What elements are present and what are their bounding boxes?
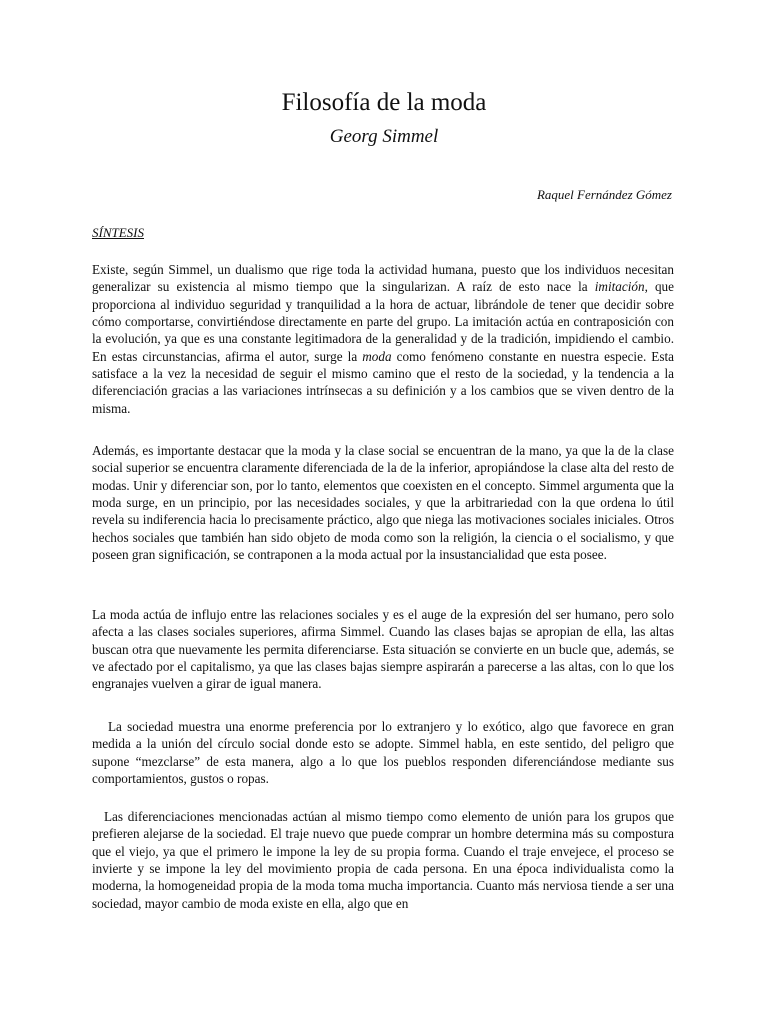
paragraph: La sociedad muestra una enorme preferencia por lo extranjero y lo exótico, algo que favorece en gran medida a la unión del círculo social donde esto se adopte. Simmel habla, en este sentido, del peligro que supone “mezclarse” de esta manera, algo a lo que los pueblos responden diferenciándose mediante sus comportamientos, gustos o ropas. [92, 719, 674, 787]
document-subtitle: Georg Simmel [329, 126, 439, 147]
paragraph-text: como fenómeno constante en nuestra especie. Esta satisface a la vez la necesidad de seguir el mismo camino que el resto de la sociedad, y la tendencia a la diferenciación gracias a las variaciones intrínsecas a su definición y a los cambios que se viven dentro de la misma. [92, 348, 674, 416]
paragraph: La moda actúa de influjo entre las relaciones sociales y es el auge de la expresión del ser humano, pero solo afecta a las clases sociales superiores, afirma Simmel. Cuando las clases bajas se apropian de ella, las altas buscan otra que nuevamente les permita diferenciarse. Esta situación se convierte en un bucle que, además, se ve afectado por el capitalismo, ya que las clases bajas siempre aspirarán a parecerse a las altas, con lo que los engranajes vuelven a girar de igual manera. [92, 607, 674, 692]
paragraph-text: , que proporciona al individuo seguridad y tranquilidad a la hora de actuar, librándole de tener que decidir sobre cómo comportarse, convirtiéndose directamente en parte del grupo. La imitación actúa en contraposición con la evolución, ya que es una constante legitimadora de la generalidad y de la tradición, impidiendo el cambio. En estas circunstancias, afirma el autor, surge la [92, 279, 674, 364]
paragraph: Las diferenciaciones mencionadas actúan al mismo tiempo como elemento de unión para los grupos que prefieren alejarse de la sociedad. El traje nuevo que puede comprar un hombre determina más su compostura que el viejo, ya que el primero le impone la ley de su propia forma. Cuando el traje envejece, el proceso se invierte y se impone la ley del movimiento propia de cada persona. En una época individualista como la moderna, la homogeneidad propia de la moda toma mucha importancia. Cuanto más nerviosa tiende a ser una sociedad, mayor cambio de moda existe en ella, algo que en [92, 809, 674, 911]
paragraph: Además, es importante destacar que la moda y la clase social se encuentran de la mano, ya que la de la clase social superior se encuentra claramente diferenciada de la de la inferior, apropiándose la clase alta del resto de modas. Unir y diferenciar son, por lo tanto, elementos que coexisten en el concepto. Simmel argumenta que la moda surge, en un principio, por las necesidades sociales, y que la arbitrariedad con la que ordena lo útil revela su indiferencia hacia lo precisamente práctico, algo que niega las motivaciones sociales iniciales. Otros hechos sociales que también han sido objeto de moda como son la religión, la ciencia o el socialismo, y que poseen gran significación, se contraponen a la moda actual por la insustancialidad que esta posee. [92, 443, 674, 563]
paragraph [92, 261, 674, 417]
emphasis-text: moda [362, 348, 392, 364]
paragraph-text: Existe, según Simmel, un dualismo que rige toda la actividad humana, puesto que los individuos necesitan generalizar su existencia al mismo tiempo que la singularizan. A raíz de esto nace la [92, 262, 674, 295]
section-heading: SÍNTESIS [92, 225, 144, 240]
document-title: Filosofía de la moda [281, 89, 487, 116]
emphasis-text: imitación [594, 279, 645, 295]
author-name: Raquel Fernández Gómez [536, 187, 672, 202]
